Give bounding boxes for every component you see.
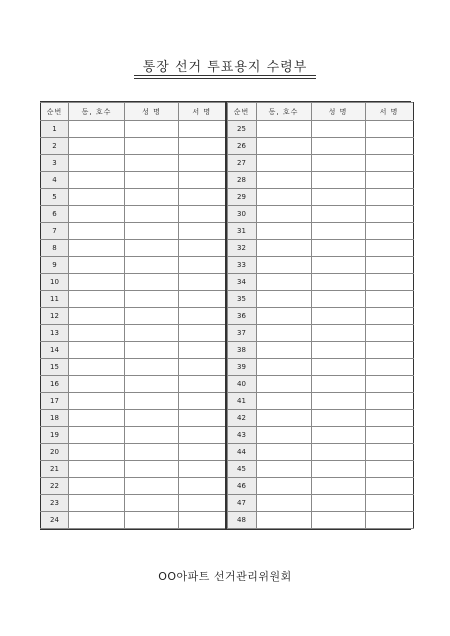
row-number: 13 bbox=[41, 325, 69, 342]
unit-cell[interactable] bbox=[256, 325, 311, 342]
row-number: 40 bbox=[227, 376, 256, 393]
sign-cell[interactable] bbox=[365, 291, 413, 308]
unit-cell[interactable] bbox=[256, 478, 311, 495]
row-number: 41 bbox=[227, 393, 256, 410]
unit-cell[interactable] bbox=[256, 308, 311, 325]
row-number: 2 bbox=[41, 138, 69, 155]
sign-cell[interactable] bbox=[365, 121, 413, 138]
row-number: 23 bbox=[41, 495, 69, 512]
unit-cell[interactable] bbox=[69, 189, 125, 206]
sign-cell[interactable] bbox=[365, 342, 413, 359]
row-number: 8 bbox=[41, 240, 69, 257]
row-number: 6 bbox=[41, 206, 69, 223]
name-cell[interactable] bbox=[125, 461, 179, 478]
unit-cell[interactable] bbox=[69, 325, 125, 342]
unit-cell[interactable] bbox=[256, 512, 311, 529]
unit-cell[interactable] bbox=[69, 155, 125, 172]
header-unit: 동, 호수 bbox=[69, 103, 125, 121]
table-row bbox=[227, 410, 413, 427]
row-number: 31 bbox=[227, 223, 256, 240]
header-sign: 서 명 bbox=[365, 103, 413, 121]
sign-cell[interactable] bbox=[179, 512, 226, 529]
row-number: 24 bbox=[41, 512, 69, 529]
name-cell[interactable] bbox=[311, 444, 365, 461]
row-number: 7 bbox=[41, 223, 69, 240]
committee-footer: OO아파트 선거관리위원회 bbox=[158, 570, 292, 583]
name-cell[interactable] bbox=[311, 274, 365, 291]
table-row bbox=[41, 393, 226, 410]
sign-cell[interactable] bbox=[179, 291, 226, 308]
row-number: 35 bbox=[227, 291, 256, 308]
name-cell[interactable] bbox=[311, 512, 365, 529]
unit-cell[interactable] bbox=[256, 223, 311, 240]
sign-cell[interactable] bbox=[365, 478, 413, 495]
unit-cell[interactable] bbox=[69, 393, 125, 410]
row-number: 18 bbox=[41, 410, 69, 427]
unit-cell[interactable] bbox=[256, 376, 311, 393]
row-number: 21 bbox=[41, 461, 69, 478]
ledger-left-header bbox=[41, 103, 226, 121]
sign-cell[interactable] bbox=[365, 172, 413, 189]
table-row bbox=[41, 512, 226, 529]
row-number: 27 bbox=[227, 155, 256, 172]
row-number: 9 bbox=[41, 257, 69, 274]
unit-cell[interactable] bbox=[69, 172, 125, 189]
table-row bbox=[41, 172, 226, 189]
table-row bbox=[41, 376, 226, 393]
table-row bbox=[41, 155, 226, 172]
sign-cell[interactable] bbox=[179, 461, 226, 478]
sign-cell[interactable] bbox=[179, 376, 226, 393]
unit-cell[interactable] bbox=[69, 121, 125, 138]
name-cell[interactable] bbox=[311, 376, 365, 393]
unit-cell[interactable] bbox=[256, 444, 311, 461]
sign-cell[interactable] bbox=[179, 444, 226, 461]
unit-cell[interactable] bbox=[69, 308, 125, 325]
table-row bbox=[227, 121, 413, 138]
sign-cell[interactable] bbox=[179, 393, 226, 410]
row-number: 36 bbox=[227, 308, 256, 325]
row-number: 15 bbox=[41, 359, 69, 376]
header-no: 순번 bbox=[227, 103, 256, 121]
table-row bbox=[41, 461, 226, 478]
row-number: 12 bbox=[41, 308, 69, 325]
table-row bbox=[227, 325, 413, 342]
name-cell[interactable] bbox=[125, 376, 179, 393]
unit-cell[interactable] bbox=[256, 172, 311, 189]
unit-cell[interactable] bbox=[256, 342, 311, 359]
sign-cell[interactable] bbox=[179, 223, 226, 240]
table-row bbox=[227, 427, 413, 444]
unit-cell[interactable] bbox=[69, 359, 125, 376]
name-cell[interactable] bbox=[125, 223, 179, 240]
name-cell[interactable] bbox=[125, 478, 179, 495]
row-number: 20 bbox=[41, 444, 69, 461]
table-row bbox=[41, 206, 226, 223]
header-no: 순번 bbox=[41, 103, 69, 121]
name-cell[interactable] bbox=[311, 223, 365, 240]
header-name: 성 명 bbox=[125, 103, 179, 121]
unit-cell[interactable] bbox=[69, 410, 125, 427]
name-cell[interactable] bbox=[125, 189, 179, 206]
sign-cell[interactable] bbox=[179, 478, 226, 495]
name-cell[interactable] bbox=[125, 257, 179, 274]
table-row bbox=[41, 410, 226, 427]
name-cell[interactable] bbox=[311, 138, 365, 155]
name-cell[interactable] bbox=[125, 359, 179, 376]
table-row bbox=[227, 240, 413, 257]
name-cell[interactable] bbox=[125, 121, 179, 138]
table-row bbox=[227, 206, 413, 223]
sign-cell[interactable] bbox=[365, 257, 413, 274]
sign-cell[interactable] bbox=[365, 223, 413, 240]
name-cell[interactable] bbox=[311, 172, 365, 189]
table-row bbox=[227, 512, 413, 529]
unit-cell[interactable] bbox=[256, 257, 311, 274]
row-number: 43 bbox=[227, 427, 256, 444]
row-number: 30 bbox=[227, 206, 256, 223]
header-name: 성 명 bbox=[311, 103, 365, 121]
unit-cell[interactable] bbox=[256, 121, 311, 138]
unit-cell[interactable] bbox=[69, 342, 125, 359]
sign-cell[interactable] bbox=[365, 308, 413, 325]
table-row bbox=[227, 172, 413, 189]
name-cell[interactable] bbox=[311, 325, 365, 342]
row-number: 28 bbox=[227, 172, 256, 189]
unit-cell[interactable] bbox=[69, 512, 125, 529]
ledger-right-table bbox=[227, 102, 414, 529]
name-cell[interactable] bbox=[125, 342, 179, 359]
sign-cell[interactable] bbox=[179, 359, 226, 376]
row-number: 17 bbox=[41, 393, 69, 410]
page-title: 통장 선거 투표용지 수령부 bbox=[142, 60, 308, 75]
sign-cell[interactable] bbox=[365, 274, 413, 291]
table-row bbox=[41, 240, 226, 257]
unit-cell[interactable] bbox=[69, 138, 125, 155]
row-number: 39 bbox=[227, 359, 256, 376]
unit-cell[interactable] bbox=[256, 461, 311, 478]
sign-cell[interactable] bbox=[179, 274, 226, 291]
unit-cell[interactable] bbox=[256, 291, 311, 308]
name-cell[interactable] bbox=[311, 461, 365, 478]
sign-cell[interactable] bbox=[365, 410, 413, 427]
table-row bbox=[227, 138, 413, 155]
header-unit: 동, 호수 bbox=[256, 103, 311, 121]
unit-cell[interactable] bbox=[256, 495, 311, 512]
unit-cell[interactable] bbox=[256, 410, 311, 427]
unit-cell[interactable] bbox=[69, 240, 125, 257]
unit-cell[interactable] bbox=[69, 223, 125, 240]
sign-cell[interactable] bbox=[179, 427, 226, 444]
table-row bbox=[227, 393, 413, 410]
sign-cell[interactable] bbox=[179, 325, 226, 342]
row-number: 26 bbox=[227, 138, 256, 155]
table-row bbox=[227, 342, 413, 359]
sign-cell[interactable] bbox=[179, 138, 226, 155]
unit-cell[interactable] bbox=[69, 444, 125, 461]
sign-cell[interactable] bbox=[365, 376, 413, 393]
row-number: 10 bbox=[41, 274, 69, 291]
sign-cell[interactable] bbox=[179, 257, 226, 274]
row-number: 3 bbox=[41, 155, 69, 172]
name-cell[interactable] bbox=[311, 240, 365, 257]
name-cell[interactable] bbox=[125, 291, 179, 308]
unit-cell[interactable] bbox=[256, 138, 311, 155]
row-number: 42 bbox=[227, 410, 256, 427]
receipt-ledger bbox=[40, 101, 411, 530]
table-row bbox=[227, 308, 413, 325]
table-row bbox=[227, 359, 413, 376]
name-cell[interactable] bbox=[311, 189, 365, 206]
name-cell[interactable] bbox=[125, 512, 179, 529]
unit-cell[interactable] bbox=[256, 240, 311, 257]
table-row bbox=[227, 461, 413, 478]
row-number: 48 bbox=[227, 512, 256, 529]
name-cell[interactable] bbox=[125, 274, 179, 291]
table-row bbox=[41, 291, 226, 308]
sign-cell[interactable] bbox=[365, 444, 413, 461]
name-cell[interactable] bbox=[125, 427, 179, 444]
row-number: 38 bbox=[227, 342, 256, 359]
row-number: 14 bbox=[41, 342, 69, 359]
row-number: 4 bbox=[41, 172, 69, 189]
unit-cell[interactable] bbox=[69, 427, 125, 444]
sign-cell[interactable] bbox=[365, 461, 413, 478]
table-row bbox=[227, 223, 413, 240]
name-cell[interactable] bbox=[311, 393, 365, 410]
name-cell[interactable] bbox=[125, 206, 179, 223]
table-row bbox=[41, 189, 226, 206]
unit-cell[interactable] bbox=[69, 478, 125, 495]
name-cell[interactable] bbox=[125, 240, 179, 257]
unit-cell[interactable] bbox=[69, 495, 125, 512]
row-number: 33 bbox=[227, 257, 256, 274]
sign-cell[interactable] bbox=[179, 410, 226, 427]
unit-cell[interactable] bbox=[69, 257, 125, 274]
sign-cell[interactable] bbox=[365, 138, 413, 155]
row-number: 5 bbox=[41, 189, 69, 206]
name-cell[interactable] bbox=[125, 172, 179, 189]
header-sign: 서 명 bbox=[179, 103, 226, 121]
title-underline-top bbox=[134, 75, 316, 76]
row-number: 47 bbox=[227, 495, 256, 512]
row-number: 45 bbox=[227, 461, 256, 478]
unit-cell[interactable] bbox=[256, 155, 311, 172]
table-row bbox=[227, 291, 413, 308]
sign-cell[interactable] bbox=[179, 495, 226, 512]
sign-cell[interactable] bbox=[179, 121, 226, 138]
table-row bbox=[41, 478, 226, 495]
unit-cell[interactable] bbox=[256, 274, 311, 291]
name-cell[interactable] bbox=[311, 478, 365, 495]
row-number: 32 bbox=[227, 240, 256, 257]
name-cell[interactable] bbox=[311, 342, 365, 359]
table-row bbox=[41, 427, 226, 444]
sign-cell[interactable] bbox=[179, 172, 226, 189]
unit-cell[interactable] bbox=[69, 461, 125, 478]
name-cell[interactable] bbox=[311, 121, 365, 138]
row-number: 25 bbox=[227, 121, 256, 138]
row-number: 11 bbox=[41, 291, 69, 308]
ledger-left-table bbox=[40, 102, 227, 529]
sign-cell[interactable] bbox=[179, 308, 226, 325]
sign-cell[interactable] bbox=[365, 393, 413, 410]
name-cell[interactable] bbox=[311, 291, 365, 308]
sign-cell[interactable] bbox=[365, 155, 413, 172]
table-row bbox=[41, 121, 226, 138]
name-cell[interactable] bbox=[125, 410, 179, 427]
row-number: 37 bbox=[227, 325, 256, 342]
sign-cell[interactable] bbox=[365, 495, 413, 512]
table-row bbox=[227, 274, 413, 291]
unit-cell[interactable] bbox=[256, 359, 311, 376]
table-row bbox=[41, 342, 226, 359]
row-number: 16 bbox=[41, 376, 69, 393]
unit-cell[interactable] bbox=[256, 393, 311, 410]
sign-cell[interactable] bbox=[365, 206, 413, 223]
sign-cell[interactable] bbox=[179, 189, 226, 206]
row-number: 29 bbox=[227, 189, 256, 206]
name-cell[interactable] bbox=[311, 206, 365, 223]
name-cell[interactable] bbox=[125, 155, 179, 172]
table-row bbox=[227, 155, 413, 172]
table-row bbox=[41, 223, 226, 240]
ledger-right-header bbox=[227, 103, 413, 121]
table-row bbox=[41, 359, 226, 376]
name-cell[interactable] bbox=[311, 308, 365, 325]
table-row bbox=[227, 444, 413, 461]
table-row bbox=[227, 478, 413, 495]
table-row bbox=[227, 257, 413, 274]
unit-cell[interactable] bbox=[256, 427, 311, 444]
sign-cell[interactable] bbox=[365, 189, 413, 206]
sign-cell[interactable] bbox=[365, 325, 413, 342]
sign-cell[interactable] bbox=[365, 240, 413, 257]
sign-cell[interactable] bbox=[365, 512, 413, 529]
name-cell[interactable] bbox=[125, 325, 179, 342]
row-number: 22 bbox=[41, 478, 69, 495]
title-underline-bottom bbox=[134, 78, 316, 79]
unit-cell[interactable] bbox=[256, 189, 311, 206]
table-row bbox=[41, 257, 226, 274]
name-cell[interactable] bbox=[125, 393, 179, 410]
unit-cell[interactable] bbox=[69, 376, 125, 393]
sign-cell[interactable] bbox=[179, 240, 226, 257]
row-number: 34 bbox=[227, 274, 256, 291]
table-row bbox=[41, 495, 226, 512]
name-cell[interactable] bbox=[311, 257, 365, 274]
unit-cell[interactable] bbox=[69, 206, 125, 223]
name-cell[interactable] bbox=[125, 444, 179, 461]
row-number: 44 bbox=[227, 444, 256, 461]
unit-cell[interactable] bbox=[256, 206, 311, 223]
name-cell[interactable] bbox=[311, 410, 365, 427]
name-cell[interactable] bbox=[311, 359, 365, 376]
row-number: 1 bbox=[41, 121, 69, 138]
unit-cell[interactable] bbox=[69, 274, 125, 291]
table-row bbox=[41, 308, 226, 325]
name-cell[interactable] bbox=[311, 495, 365, 512]
row-number: 19 bbox=[41, 427, 69, 444]
name-cell[interactable] bbox=[125, 308, 179, 325]
table-row bbox=[227, 376, 413, 393]
unit-cell[interactable] bbox=[69, 291, 125, 308]
table-row bbox=[227, 189, 413, 206]
sign-cell[interactable] bbox=[179, 206, 226, 223]
name-cell[interactable] bbox=[125, 138, 179, 155]
sign-cell[interactable] bbox=[179, 155, 226, 172]
table-row bbox=[227, 495, 413, 512]
table-row bbox=[41, 274, 226, 291]
table-row bbox=[41, 444, 226, 461]
name-cell[interactable] bbox=[125, 495, 179, 512]
name-cell[interactable] bbox=[311, 155, 365, 172]
sign-cell[interactable] bbox=[365, 359, 413, 376]
sign-cell[interactable] bbox=[365, 427, 413, 444]
table-row bbox=[41, 325, 226, 342]
name-cell[interactable] bbox=[311, 427, 365, 444]
table-row bbox=[41, 138, 226, 155]
row-number: 46 bbox=[227, 478, 256, 495]
sign-cell[interactable] bbox=[179, 342, 226, 359]
